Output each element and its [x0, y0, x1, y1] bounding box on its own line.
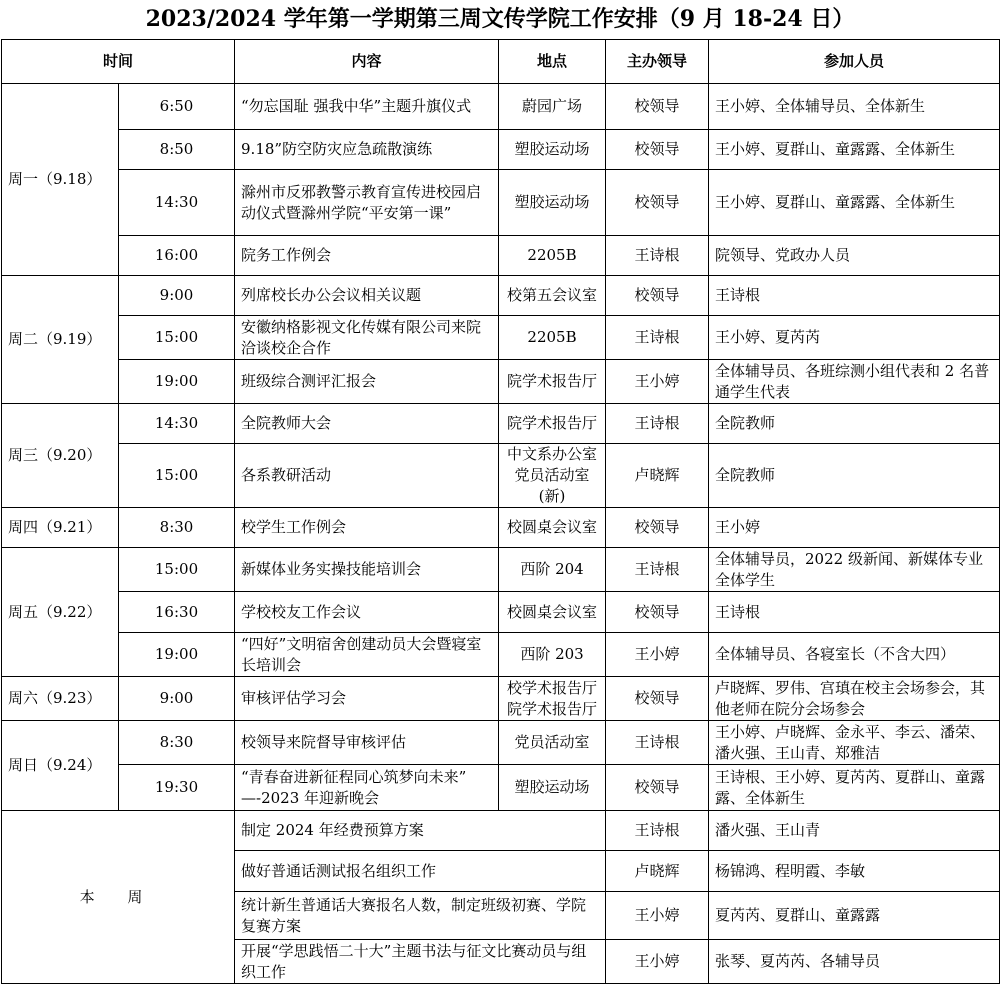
- event-place: 2205B: [499, 236, 606, 276]
- event-place: 院学术报告厅: [499, 360, 606, 404]
- event-time: 14:30: [119, 404, 235, 444]
- event-time: 19:30: [119, 765, 235, 811]
- event-time: 8:50: [119, 130, 235, 170]
- event-participants: 全院教师: [709, 404, 1000, 444]
- table-row: [2, 236, 1000, 276]
- event-time: 8:30: [119, 721, 235, 765]
- table-row: [2, 276, 1000, 316]
- event-leader: 校领导: [606, 677, 709, 721]
- event-place: 西阶 204: [499, 548, 606, 592]
- event-participants: 王诗根: [709, 276, 1000, 316]
- day-label: 周日（9.24）: [2, 721, 119, 811]
- day-label: 周三（9.20）: [2, 404, 119, 508]
- event-time: 15:00: [119, 316, 235, 360]
- table-row: [2, 360, 1000, 404]
- event-time: 6:50: [119, 84, 235, 130]
- task-participants: 张琴、夏芮芮、各辅导员: [709, 940, 1000, 984]
- event-content: 新媒体业务实操技能培训会: [235, 548, 499, 592]
- page-title: 2023/2024 学年第一学期第三周文传学院工作安排（9 月 18-24 日）: [145, 6, 855, 32]
- event-place: 塑胶运动场: [499, 170, 606, 236]
- event-content: 审核评估学习会: [235, 677, 499, 721]
- task-leader: 王小婷: [606, 940, 709, 984]
- event-content: “勿忘国耻 强我中华”主题升旗仪式: [235, 84, 499, 130]
- table-row: [2, 170, 1000, 236]
- event-content: 学校校友工作会议: [235, 592, 499, 633]
- table-row: [2, 765, 1000, 811]
- event-participants: 院领导、党政办人员: [709, 236, 1000, 276]
- event-participants: 王小婷、夏芮芮: [709, 316, 1000, 360]
- event-content: 全院教师大会: [235, 404, 499, 444]
- event-leader: 王诗根: [606, 548, 709, 592]
- event-place: 校第五会议室: [499, 276, 606, 316]
- event-leader: 王诗根: [606, 316, 709, 360]
- event-time: 15:00: [119, 548, 235, 592]
- header-content: 内容: [235, 40, 499, 84]
- day-label: 周五（9.22）: [2, 548, 119, 677]
- event-leader: 校领导: [606, 592, 709, 633]
- event-content: 院务工作例会: [235, 236, 499, 276]
- event-participants: 王小婷、卢晓辉、金永平、李云、潘荣、潘火强、王山青、郑雅洁: [709, 721, 1000, 765]
- header-leader: 主办领导: [606, 40, 709, 84]
- event-participants: 全体辅导员、各寝室长（不含大四）: [709, 633, 1000, 677]
- event-place: 塑胶运动场: [499, 765, 606, 811]
- event-content: 各系教研活动: [235, 444, 499, 508]
- event-content: 列席校长办公会议相关议题: [235, 276, 499, 316]
- event-time: 19:00: [119, 633, 235, 677]
- event-participants: 卢晓辉、罗伟、宫瑱在校主会场参会，其他老师在院分会场参会: [709, 677, 1000, 721]
- event-leader: 校领导: [606, 130, 709, 170]
- event-place: 蔚园广场: [499, 84, 606, 130]
- task-content: 做好普通话测试报名组织工作: [235, 851, 606, 892]
- event-leader: 王诗根: [606, 236, 709, 276]
- task-content: 统计新生普通话大赛报名人数，制定班级初赛、学院复赛方案: [235, 892, 606, 940]
- header-row: [2, 40, 1000, 84]
- event-content: “四好”文明宿舍创建动员大会暨寝室长培训会: [235, 633, 499, 677]
- task-participants: 潘火强、王山青: [709, 811, 1000, 851]
- table-row: [2, 404, 1000, 444]
- event-place: 院学术报告厅: [499, 404, 606, 444]
- event-leader: 卢晓辉: [606, 444, 709, 508]
- event-content: 校学生工作例会: [235, 508, 499, 548]
- event-leader: 校领导: [606, 84, 709, 130]
- header-place: 地点: [499, 40, 606, 84]
- schedule-body: [2, 84, 1000, 984]
- task-participants: 杨锦鸿、程明霞、李敏: [709, 851, 1000, 892]
- day-label: 周一（9.18）: [2, 84, 119, 276]
- day-label: 周二（9.19）: [2, 276, 119, 404]
- event-place: 校学术报告厅 院学术报告厅: [499, 677, 606, 721]
- event-time: 16:00: [119, 236, 235, 276]
- event-place: 校圆桌会议室: [499, 592, 606, 633]
- task-leader: 卢晓辉: [606, 851, 709, 892]
- event-content: 滁州市反邪教警示教育宣传进校园启动仪式暨滁州学院“平安第一课”: [235, 170, 499, 236]
- header-participants: 参加人员: [709, 40, 1000, 84]
- event-participants: 全院教师: [709, 444, 1000, 508]
- task-content: 开展“学思践悟二十大”主题书法与征文比赛动员与组织工作: [235, 940, 606, 984]
- event-leader: 王诗根: [606, 404, 709, 444]
- week-label: 本 周: [2, 811, 235, 984]
- event-leader: 王小婷: [606, 633, 709, 677]
- table-row: [2, 592, 1000, 633]
- event-time: 9:00: [119, 276, 235, 316]
- table-row: [2, 316, 1000, 360]
- schedule-table: [1, 39, 1000, 984]
- event-place: 党员活动室: [499, 721, 606, 765]
- event-content: “青春奋进新征程同心筑梦向未来” —-2023 年迎新晚会: [235, 765, 499, 811]
- event-leader: 王小婷: [606, 360, 709, 404]
- event-place: 中文系办公室 党员活动室(新): [499, 444, 606, 508]
- event-time: 16:30: [119, 592, 235, 633]
- header-time: 时间: [2, 40, 235, 84]
- event-content: 校领导来院督导审核评估: [235, 721, 499, 765]
- table-row: [2, 677, 1000, 721]
- event-participants: 王诗根、王小婷、夏芮芮、夏群山、童露露、全体新生: [709, 765, 1000, 811]
- event-participants: 王小婷、夏群山、童露露、全体新生: [709, 130, 1000, 170]
- task-leader: 王小婷: [606, 892, 709, 940]
- event-place: 校圆桌会议室: [499, 508, 606, 548]
- table-row: [2, 84, 1000, 130]
- event-time: 14:30: [119, 170, 235, 236]
- event-participants: 王小婷、全体辅导员、全体新生: [709, 84, 1000, 130]
- task-participants: 夏芮芮、夏群山、童露露: [709, 892, 1000, 940]
- table-row: [2, 721, 1000, 765]
- event-time: 8:30: [119, 508, 235, 548]
- event-leader: 校领导: [606, 765, 709, 811]
- event-place: 西阶 203: [499, 633, 606, 677]
- event-time: 15:00: [119, 444, 235, 508]
- event-place: 塑胶运动场: [499, 130, 606, 170]
- table-row: [2, 444, 1000, 508]
- event-participants: 王小婷、夏群山、童露露、全体新生: [709, 170, 1000, 236]
- table-row: [2, 548, 1000, 592]
- day-label: 周四（9.21）: [2, 508, 119, 548]
- task-content: 制定 2024 年经费预算方案: [235, 811, 606, 851]
- table-row: [2, 130, 1000, 170]
- table-row: [2, 508, 1000, 548]
- event-participants: 王诗根: [709, 592, 1000, 633]
- table-row: [2, 633, 1000, 677]
- event-leader: 校领导: [606, 508, 709, 548]
- day-label: 周六（9.23）: [2, 677, 119, 721]
- event-time: 19:00: [119, 360, 235, 404]
- table-row: [2, 811, 1000, 851]
- event-content: 9.18”防空防灾应急疏散演练: [235, 130, 499, 170]
- event-leader: 校领导: [606, 170, 709, 236]
- event-leader: 校领导: [606, 276, 709, 316]
- event-place: 2205B: [499, 316, 606, 360]
- event-participants: 王小婷: [709, 508, 1000, 548]
- event-participants: 全体辅导员，2022 级新闻、新媒体专业全体学生: [709, 548, 1000, 592]
- event-participants: 全体辅导员、各班综测小组代表和 2 名普通学生代表: [709, 360, 1000, 404]
- event-content: 安徽纳格影视文化传媒有限公司来院洽谈校企合作: [235, 316, 499, 360]
- event-content: 班级综合测评汇报会: [235, 360, 499, 404]
- event-time: 9:00: [119, 677, 235, 721]
- task-leader: 王诗根: [606, 811, 709, 851]
- event-leader: 王诗根: [606, 721, 709, 765]
